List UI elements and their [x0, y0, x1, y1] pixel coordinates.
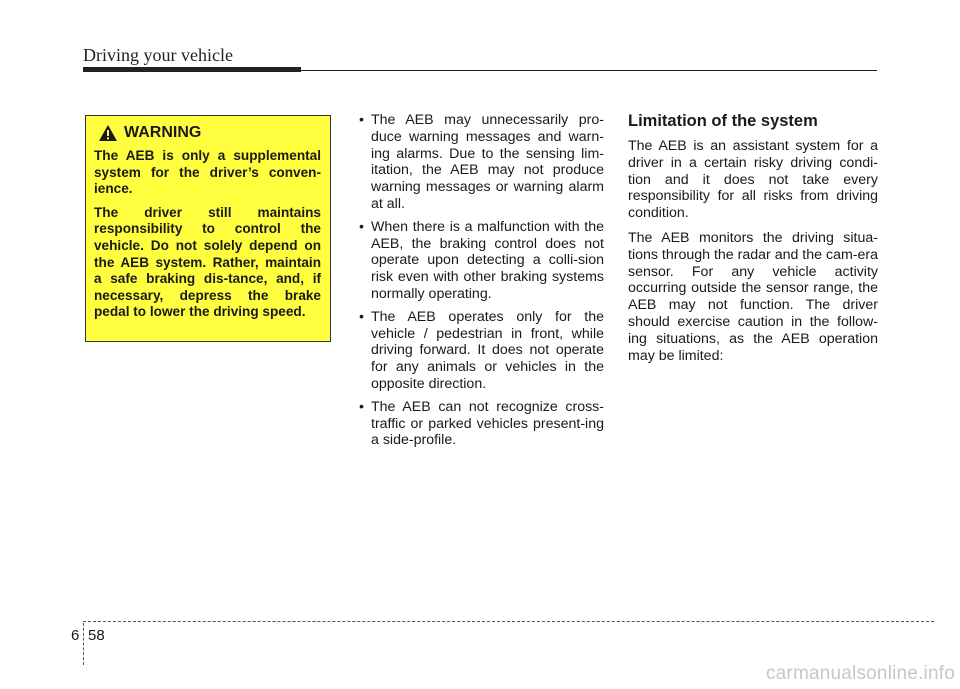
warning-paragraph: The AEB is only a supplemental system for the driver’s conven-ience. [94, 148, 321, 197]
footer-divider [83, 623, 84, 665]
warning-box [85, 115, 331, 342]
warning-title: WARNING [124, 124, 202, 141]
bullet-item: • The AEB may unnecessarily pro-duce warning messages and warn-ing alarms. Due to the sensing lim-itation, the AEB may not produce warning messages or warning alarm at all. [358, 112, 604, 213]
warning-header [98, 124, 321, 142]
footer-rule [83, 621, 934, 622]
chapter-number: 6 [71, 627, 80, 644]
bullet-item: • When there is a malfunction with the AEB, the braking control does not operate upon detecting a colli-sion risk even with other braking systems normally operating. [358, 219, 604, 303]
page-header-title: Driving your vehicle [83, 45, 233, 65]
watermark: carmanualsonline.info [765, 663, 955, 684]
header-rule-thick [83, 67, 301, 72]
body-paragraph: The AEB monitors the driving situa-tions through the radar and the cam-era sensor. For any vehicle activity occurring outside the sensor range, the AEB may not function. The driver should exercise caution in the follow-ing situations, as the AEB operation may be limited: [628, 229, 879, 364]
page-number: 58 [88, 627, 105, 644]
warning-paragraph: The driver still maintains responsibility to control the vehicle. Do not solely depend on the AEB system. Rather, maintain a safe braking dis-tance, and, if necessary, depress the brake pedal to lower the driving speed. [94, 204, 321, 320]
right-column [628, 112, 878, 372]
section-heading: Limitation of the system [628, 112, 818, 130]
bullet-item: • The AEB can not recognize cross-traffic or parked vehicles present-ing a side-profile. [358, 399, 604, 449]
body-paragraph: The AEB is an assistant system for a driver in a certain risky driving condi-tion and it does not take every responsibility for all risks from driving condition. [628, 138, 878, 222]
bullet-item: • The AEB operates only for the vehicle / pedestrian in front, while driving forward. It does not operate for any animals or vehicles in the opposite direction. [358, 309, 604, 393]
warning-triangle-icon [98, 124, 118, 142]
middle-column [358, 112, 604, 455]
header-rule-thin [301, 70, 877, 71]
